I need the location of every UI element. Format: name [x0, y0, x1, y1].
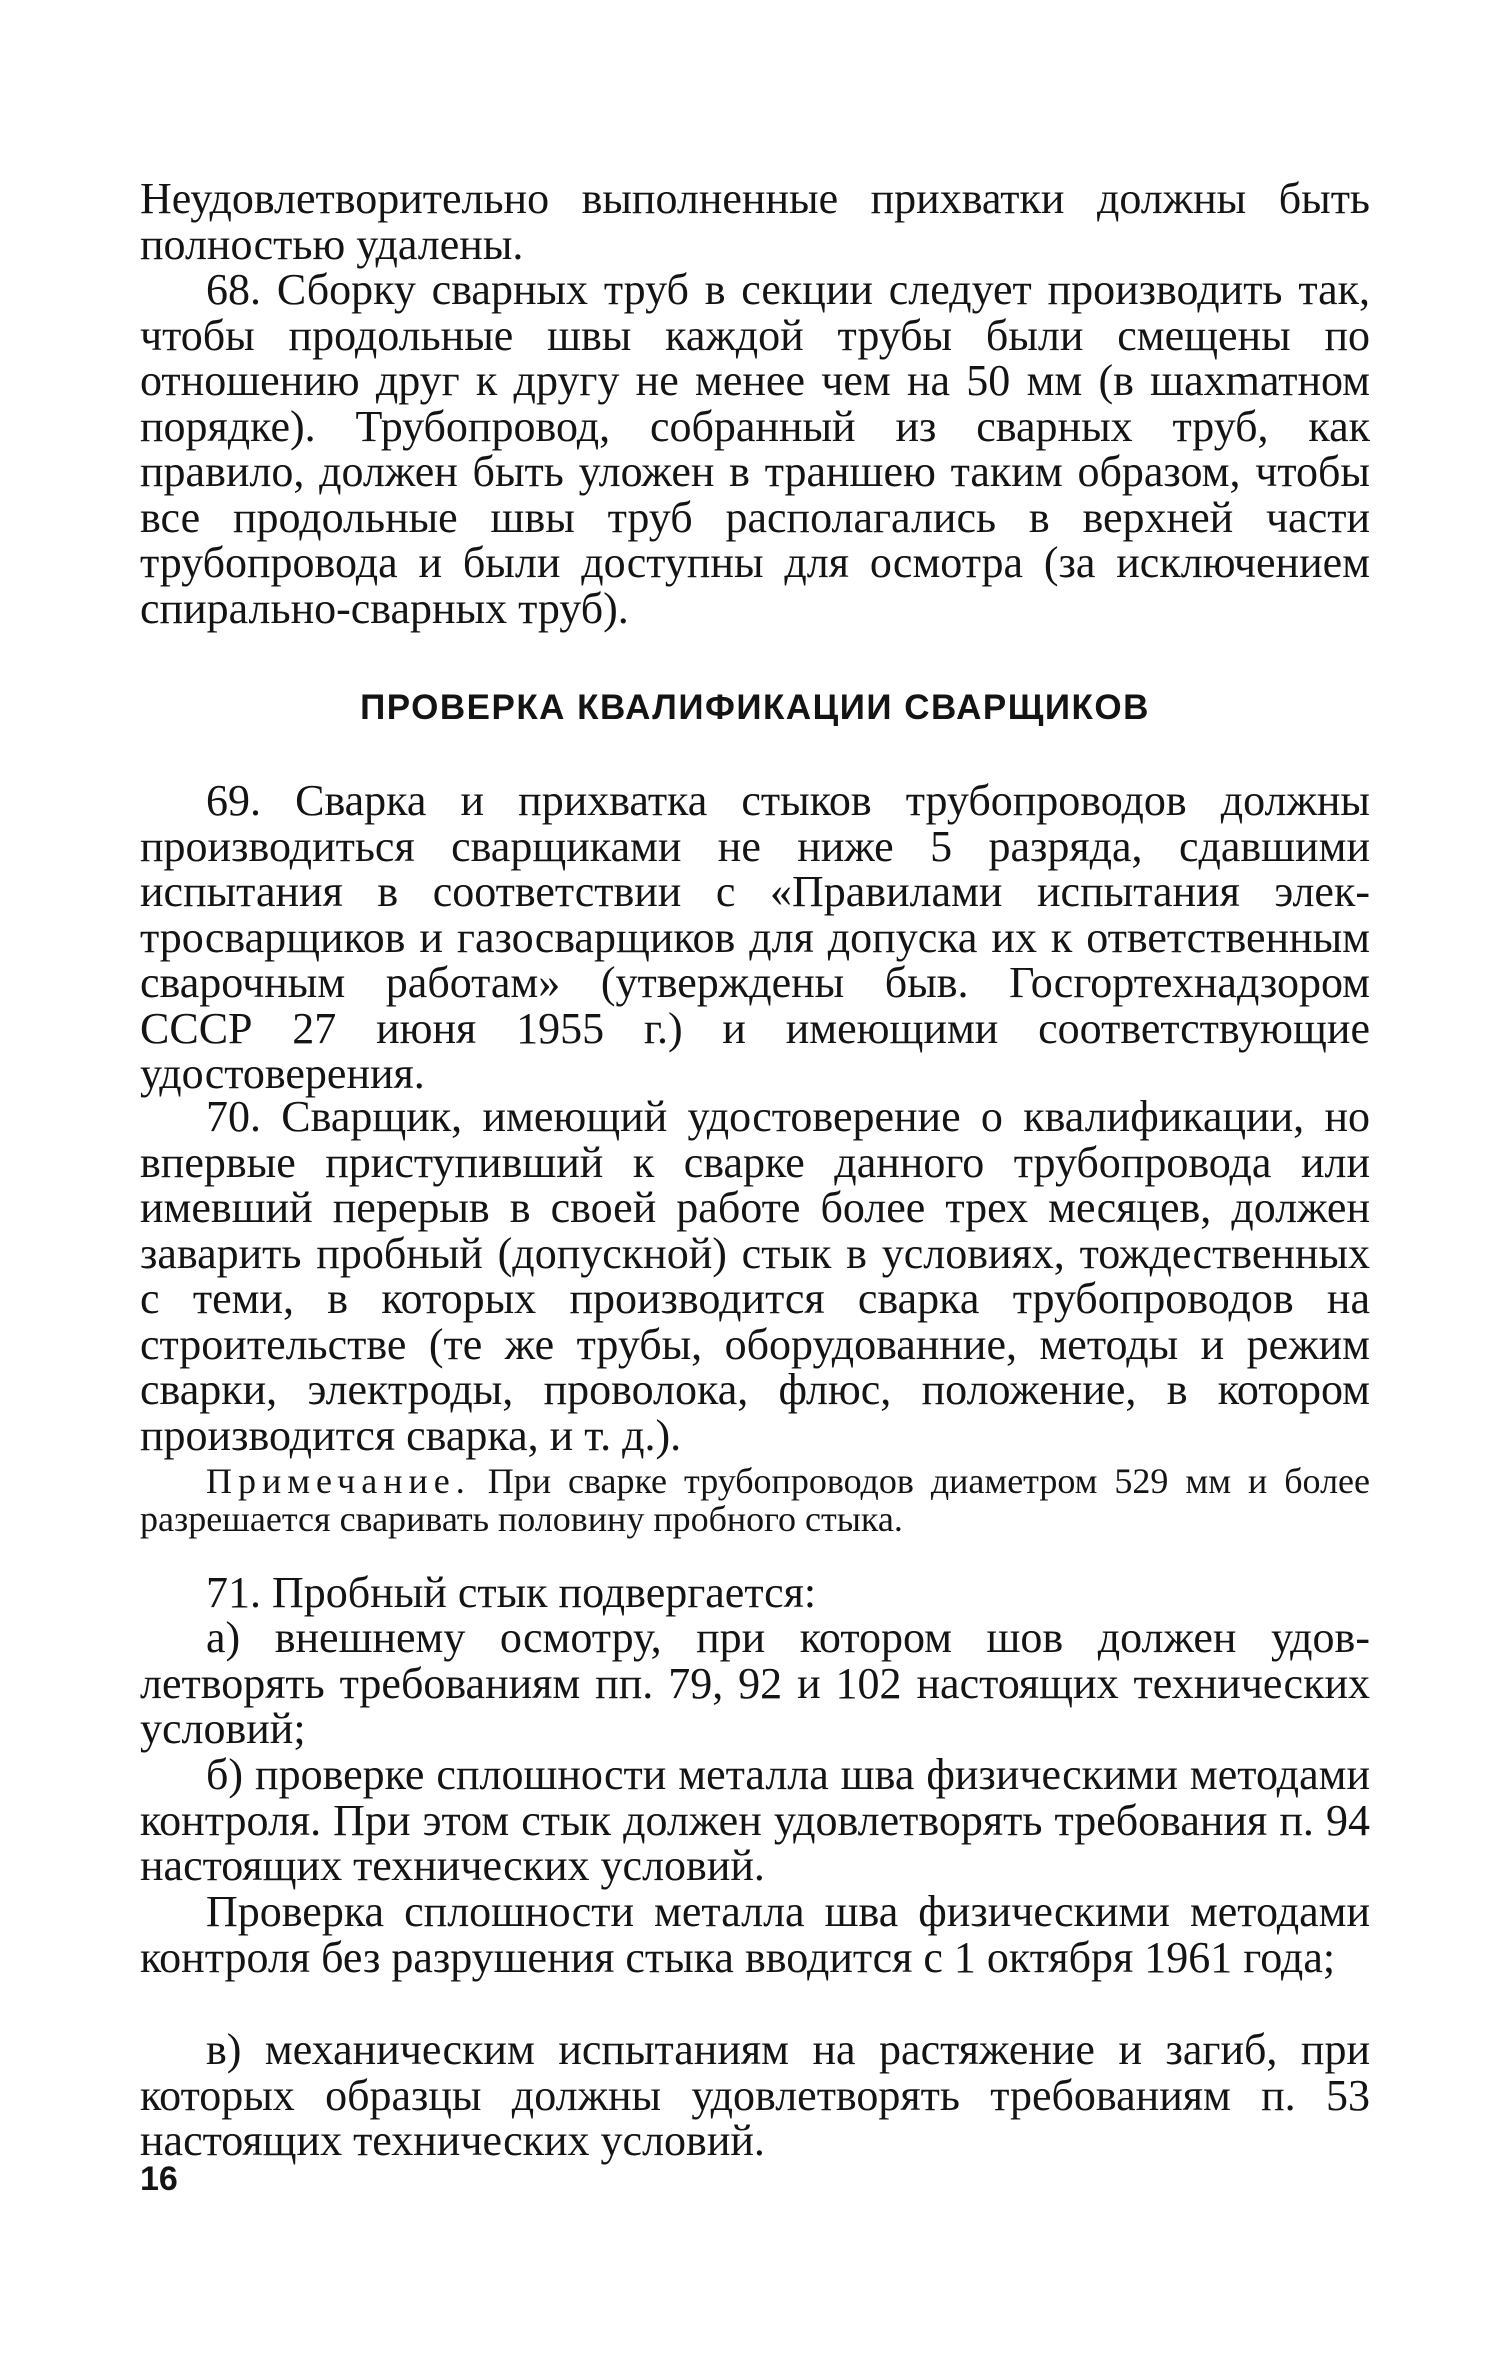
note-text: При сварке трубопроводов диаметром 529 мм и более разрешается сваривать половину пробного стыка.	[140, 1461, 1370, 1539]
paragraph-71b-note: Проверка сплошности металла шва физическими методами контроля без разрушения стыка вводится с 1 октября 1961 года;	[140, 1887, 1370, 1982]
paragraph-71b: б) проверке сплошности металла шва физическими методами контроля. При этом стык должен удовлетворять требования п. 94 настоящих технических условий.	[140, 1750, 1370, 1890]
paragraph-71c: в) механическим испытаниям на растяжение и загиб, при которых образцы должны удовлетворять требованиям п. 53 настоящих технических условий.	[140, 2025, 1370, 2165]
section-heading: ПРОВЕРКА КВАЛИФИКАЦИИ СВАРЩИКОВ	[360, 688, 1150, 727]
paragraph-68: 68. Сборку сварных труб в секции следует производить так, чтобы продольные швы каждой трубы были смещены по отношению друг к другу не менее чем на 50 мм (в шахmатном порядке). Трубопровод, собранный из сварных труб, как правило, должен быть уложен в траншею таким образом, чтобы все продольные швы труб располагались в верхней части трубопровода и были доступны для осмотра (за исключением спирально-сварных труб).	[140, 265, 1370, 633]
note	[140, 1462, 1370, 1538]
paragraph-71: 71. Пробный стык подвергается:	[206, 1568, 817, 1617]
note-label: Примечание.	[206, 1461, 471, 1501]
page-number: 16	[140, 2160, 178, 2198]
paragraph-70: 70. Сварщик, имеющий удостоверение о квалификации, но впервые приступивший к сварке данного трубопровода или имевший перерыв в своей работе более трех месяцев, должен заварить пробный (допускной) стык в условиях, тождественных с теми, в которых производится сварка трубопроводов на строительстве (те же трубы, оборудованние, методы и режим сварки, электроды, проволока, флюс, положение, в котором производится сварка, и т. д.).	[140, 1092, 1370, 1460]
paragraph-69: 69. Сварка и прихватка стыков трубопроводов должны производиться сварщиками не ниже 5 разряда, сдавшими испытания в соответствии с «Правилами испытания электросварщиков и газосварщиков для допуска их к ответственным сварочным работам» (утверждены быв. Госгортехнадзором СССР 27 июня 1955 г.) и имеющими соответствующие удостоверения.	[140, 776, 1370, 1098]
paragraph-continuation: Неудовлетворительно выполненные прихватки должны быть полностью удалены.	[140, 174, 1370, 269]
paragraph-71a: а) внешнему осмотру, при котором шов должен удовлетворять требованиям пп. 79, 92 и 102 настоящих технических условий;	[140, 1613, 1370, 1753]
